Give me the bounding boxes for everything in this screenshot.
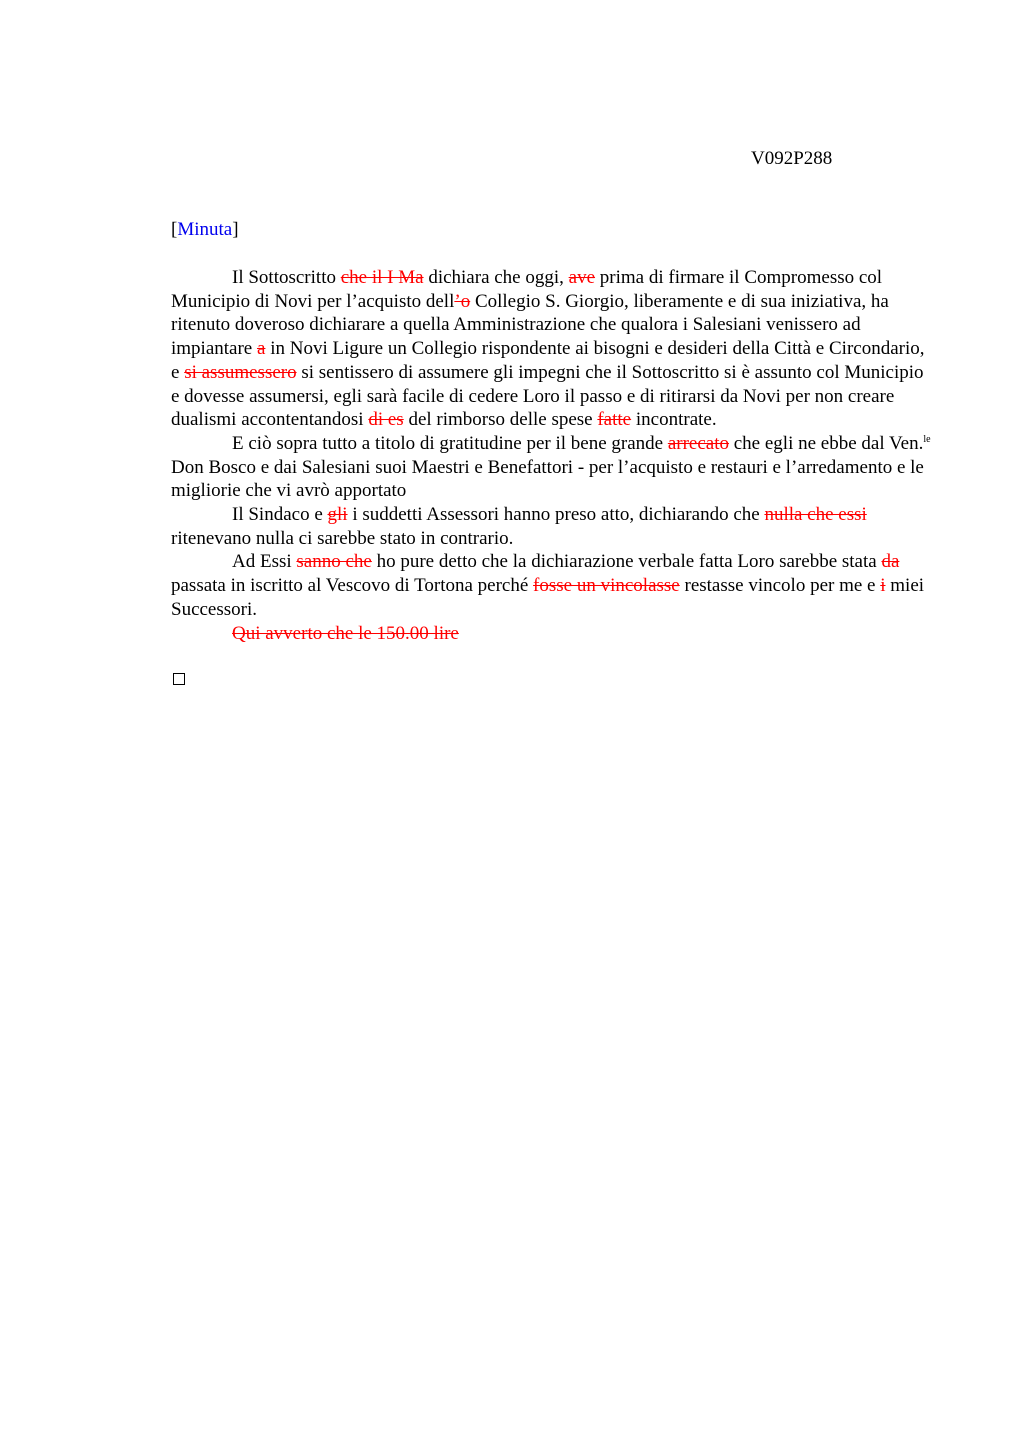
text: Il Sindaco e (232, 504, 328, 526)
text: E ciò sopra tutto a titolo di gratitudine per il bene grande (232, 432, 668, 454)
deleted-text: fosse un vincolasse (533, 575, 680, 597)
deleted-text: i (880, 575, 886, 597)
paragraph-4 (171, 550, 931, 621)
text: restasse vincolo per me e (679, 575, 881, 597)
paragraph-3 (171, 503, 931, 550)
superscript: le (923, 433, 931, 445)
heading-label: Minuta (177, 219, 233, 240)
text: miei Successori. (171, 575, 925, 620)
deleted-text: nulla che essi (764, 504, 867, 526)
text: Don Bosco e dai Salesiani suoi Maestri e Benefattori - per l’acquisto e restauri e l’arredamento e le migliorie che vi avrò apportato (171, 456, 924, 502)
text: in Novi Ligure un Collegio rispondente ai bisogni e desideri della Città e Circondario, e (171, 338, 925, 383)
text: Ad Essi (232, 551, 297, 573)
editorial-heading (171, 218, 239, 242)
paragraph-2 (171, 432, 931, 503)
text: dichiara che oggi, (423, 267, 569, 288)
text: passata in iscritto al Vescovo di Tortona perché (171, 575, 534, 597)
text: Il Sottoscritto (232, 267, 341, 288)
text: ho pure detto che la dichiarazione verbale fatta Loro sarebbe stata (371, 551, 882, 573)
document-id: V092P288 (751, 148, 833, 169)
deleted-text: che il I Ma (340, 267, 424, 288)
checkbox-icon[interactable] (173, 673, 185, 685)
deleted-text: sanno che (296, 551, 372, 573)
text: del rimborso delle spese (403, 409, 598, 431)
heading-close-bracket: ] (232, 219, 239, 240)
deleted-text: ave (568, 267, 596, 288)
deleted-text: gli (327, 504, 348, 526)
text: i suddetti Assessori hanno preso atto, dichiarando che (347, 504, 765, 526)
deleted-text: ’o (454, 290, 471, 312)
deleted-text: arrecato (667, 432, 729, 454)
deleted-text: a (257, 338, 266, 360)
paragraph-1 (171, 266, 931, 432)
deleted-text: si assumessero (184, 361, 297, 383)
text: prima di firmare il Compromesso col Municipio di Novi per l’acquisto dell (171, 267, 883, 312)
deleted-text: fatte (597, 409, 632, 431)
document-body (171, 266, 931, 645)
text: Collegio S. Giorgio, liberamente e di sua iniziativa, ha ritenuto doveroso dichiarare a quella Amministrazione che qualora i Salesiani venissero ad impiantare (171, 290, 889, 360)
text: si sentissero di assumere gli impegni che il Sottoscritto si è assunto col Municipio e dovesse assumersi, egli sarà facile di cedere Loro il passo e di ritirarsi da Novi per non creare dualismi accontentandosi (171, 361, 924, 431)
deleted-text: da (881, 551, 900, 573)
text: ritenevano nulla ci sarebbe stato in contrario. (171, 527, 514, 549)
text: che egli ne ebbe dal Ven. (729, 432, 924, 454)
text: incontrate. (631, 409, 717, 431)
deleted-text: Qui avverto che le 150.00 lire (232, 622, 459, 644)
paragraph-5 (171, 622, 931, 646)
deleted-text: di es (368, 409, 404, 431)
heading-open-bracket: [ (171, 219, 178, 240)
